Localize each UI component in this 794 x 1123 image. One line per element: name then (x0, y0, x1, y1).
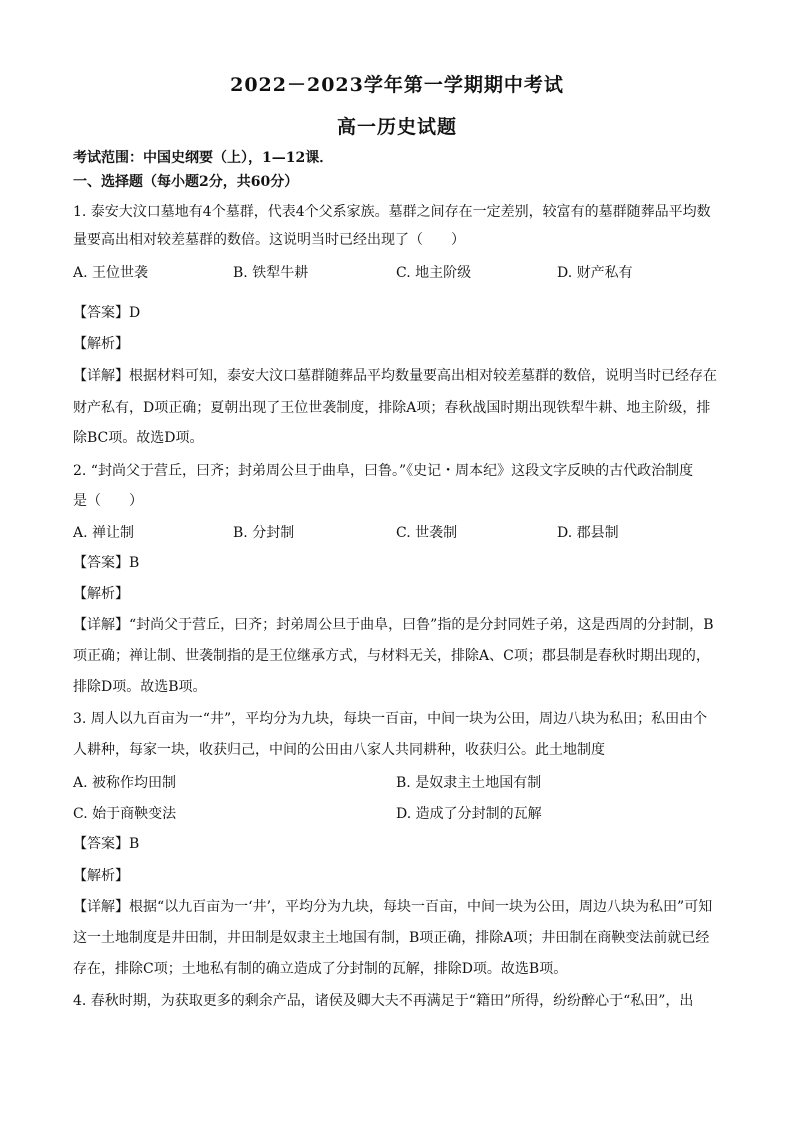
q1-analysis-label: 【解析】 (73, 336, 129, 352)
q3-answer: 【答案】B (73, 836, 140, 852)
q1-option-d: D. 财产私有 (557, 265, 633, 281)
exam-subtitle: 高一历史试题 (336, 116, 457, 138)
q2-stem-line1: 2. “封尚父于营丘，曰齐；封弟周公旦于曲阜，曰鲁。”《史记・周本纪》这段文字反映的古代政治制度 (73, 463, 694, 479)
q3-stem-line1: 3. 周人以九百亩为一“井”，平均分为九块，每块一百亩，中间一块为公田，周边八块为私田；私田由个 (73, 711, 708, 727)
q1-option-b: B. 铁犁牛耕 (233, 265, 309, 281)
q1-option-a: A. 王位世袭 (73, 265, 149, 281)
q3-detail-line2: 这一土地制度是井田制，井田制是奴隶主土地国有制，B项正确，排除A项；井田制在商鞅变法前就已经 (73, 930, 710, 946)
q3-option-d: D. 造成了分封制的瓦解 (396, 806, 542, 822)
q1-detail-line3: 除BC项。故选D项。 (73, 430, 204, 446)
q3-option-b: B. 是奴隶主土地国有制 (396, 775, 542, 791)
q2-answer: 【答案】B (73, 555, 140, 571)
q2-option-d: D. 郡县制 (557, 525, 619, 541)
q1-detail-line2: 财产私有，D项正确；夏朝出现了王位世袭制度，排除A项；春秋战国时期出现铁犁牛耕、地主阶级，排 (73, 400, 711, 416)
exam-scope: 考试范围：中国史纲要（上），1—12课． (73, 150, 334, 166)
q1-answer: 【答案】D (73, 305, 141, 321)
q1-detail-line1: 【详解】根据材料可知，泰安大汶口墓群随葬品平均数量要高出相对较差墓群的数倍，说明当时已经存在 (73, 368, 717, 384)
q3-option-a: A. 被称作均田制 (73, 775, 177, 791)
q1-stem-line2: 量要高出相对较差墓群的数倍。这说明当时已经出现了（ ） (73, 232, 465, 248)
q2-option-a: A. 禅让制 (73, 525, 135, 541)
q2-stem-line2: 是（ ） (73, 493, 143, 509)
q2-options (73, 522, 723, 542)
q1-option-c: C. 地主阶级 (396, 265, 472, 281)
q3-detail-line1: 【详解】根据“以九百亩为一‘井’，平均分为九块，每块一百亩，中间一块为公田，周边八块为私田”可知 (73, 899, 713, 915)
q3-analysis-label: 【解析】 (73, 868, 129, 884)
q2-analysis-label: 【解析】 (73, 586, 129, 602)
section-heading: 一、选择题（每小题2分，共60分） (73, 174, 299, 190)
q3-options-row2 (73, 803, 723, 823)
exam-title: 2022－2023学年第一学期期中考试 (230, 74, 564, 96)
q3-stem-line2: 人耕种，每家一块，收获归己，中间的公田由八家人共同耕种，收获归公。此土地制度 (73, 742, 605, 758)
q2-detail-line2: 项正确；禅让制、世袭制指的是王位继承方式，与材料无关，排除A、C项；郡县制是春秋时期出现的， (73, 648, 710, 664)
q1-options (73, 262, 723, 282)
q4-stem-line1: 4. 春秋时期，为获取更多的剩余产品，诸侯及卿大夫不再满足于“籍田”所得，纷纷醉心于“私田”，出 (73, 993, 694, 1009)
q3-options-row1 (73, 772, 723, 792)
q3-detail-line3: 存在，排除C项；土地私有制的确立造成了分封制的瓦解，排除D项。故选B项。 (73, 961, 568, 977)
q1-stem-line1: 1. 泰安大汶口墓地有4个墓群，代表4个父系家族。墓群之间存在一定差别，较富有的墓群随葬品平均数 (73, 204, 711, 220)
q3-option-c: C. 始于商鞅变法 (73, 806, 177, 822)
q2-detail-line3: 排除D项。故选B项。 (73, 679, 207, 695)
q2-option-b: B. 分封制 (233, 525, 295, 541)
q2-detail-line1: 【详解】“封尚父于营丘，曰齐；封弟周公旦于曲阜，曰鲁”指的是分封同姓子弟，这是西周的分封制，B (73, 617, 714, 633)
q2-option-c: C. 世袭制 (396, 525, 458, 541)
